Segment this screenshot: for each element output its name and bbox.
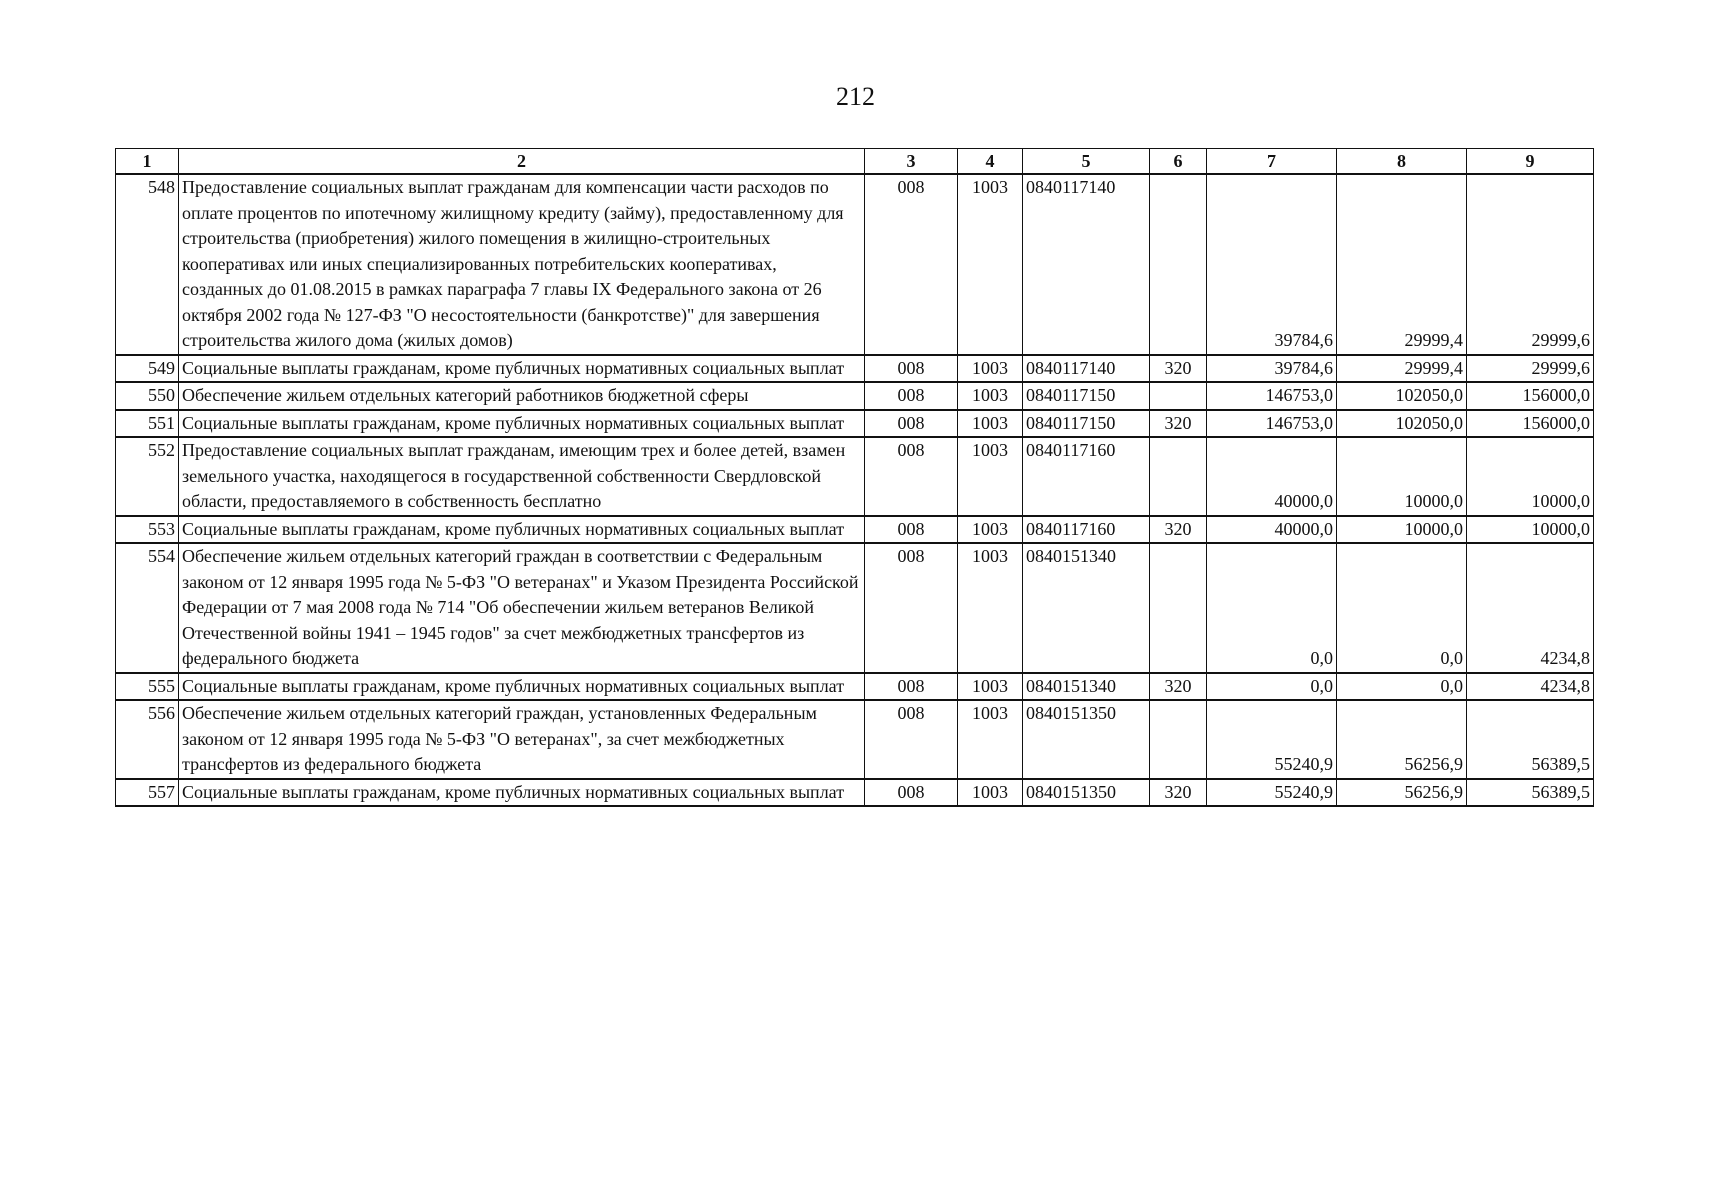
row-amount-year-2: 102050,0 [1337,410,1467,438]
row-name: Предоставление социальных выплат гражданам для компенсации части расходов по оплате процентов по ипотечному жилищному кредиту (займу), предоставленному для строительства (приобретения) жилого помещения в жилищно-строительных кооперативах или иных специализированных потребительских кооперативах, созданных до 01.08.2015 в рамках параграфа 7 главы IX Федерального закона от 26 октября 2002 года № 127-ФЗ "О несостоятельности (банкротстве)" для завершения строительства жилого дома (жилых домов) [179,174,865,355]
row-admin-code: 008 [865,516,958,544]
row-section-code: 1003 [958,174,1023,355]
header-cell: 3 [865,149,958,175]
row-admin-code: 008 [865,355,958,383]
row-amount-year-2: 29999,4 [1337,174,1467,355]
table-row [116,779,1594,807]
table-row [116,516,1594,544]
row-amount-year-3: 4234,8 [1467,543,1594,673]
row-amount-year-1: 0,0 [1207,673,1337,701]
row-name: Предоставление социальных выплат гражданам, имеющим трех и более детей, взамен земельного участка, находящегося в государственной собственности Свердловской области, предоставляемого в собственность бесплатно [179,437,865,516]
header-cell: 6 [1150,149,1207,175]
row-target-article: 0840151340 [1023,673,1150,701]
row-expense-type: 320 [1150,355,1207,383]
row-number: 556 [116,700,179,779]
table-row [116,437,1594,516]
table-body [116,174,1594,806]
row-admin-code: 008 [865,410,958,438]
row-amount-year-3: 29999,6 [1467,174,1594,355]
row-target-article: 0840117160 [1023,516,1150,544]
row-amount-year-1: 146753,0 [1207,410,1337,438]
row-amount-year-1: 40000,0 [1207,516,1337,544]
table-row [116,382,1594,410]
row-number: 552 [116,437,179,516]
row-number: 550 [116,382,179,410]
budget-table [115,148,1594,807]
row-target-article: 0840117150 [1023,382,1150,410]
row-number: 548 [116,174,179,355]
row-section-code: 1003 [958,543,1023,673]
row-amount-year-2: 102050,0 [1337,382,1467,410]
table-header-row [116,149,1594,175]
row-number: 553 [116,516,179,544]
row-name: Социальные выплаты гражданам, кроме публичных нормативных социальных выплат [179,673,865,701]
row-amount-year-3: 56389,5 [1467,779,1594,807]
row-amount-year-2: 10000,0 [1337,516,1467,544]
row-amount-year-2: 56256,9 [1337,700,1467,779]
row-number: 555 [116,673,179,701]
row-amount-year-1: 55240,9 [1207,700,1337,779]
row-amount-year-3: 29999,6 [1467,355,1594,383]
table-row [116,355,1594,383]
row-admin-code: 008 [865,779,958,807]
row-expense-type [1150,543,1207,673]
row-expense-type [1150,700,1207,779]
header-cell: 1 [116,149,179,175]
row-admin-code: 008 [865,382,958,410]
row-amount-year-3: 10000,0 [1467,437,1594,516]
row-amount-year-1: 55240,9 [1207,779,1337,807]
row-name: Социальные выплаты гражданам, кроме публичных нормативных социальных выплат [179,355,865,383]
row-number: 549 [116,355,179,383]
row-amount-year-1: 39784,6 [1207,355,1337,383]
row-target-article: 0840151350 [1023,779,1150,807]
row-admin-code: 008 [865,543,958,673]
row-target-article: 0840117160 [1023,437,1150,516]
header-cell: 8 [1337,149,1467,175]
row-name: Обеспечение жильем отдельных категорий работников бюджетной сферы [179,382,865,410]
row-section-code: 1003 [958,516,1023,544]
row-target-article: 0840151350 [1023,700,1150,779]
row-section-code: 1003 [958,382,1023,410]
header-cell: 4 [958,149,1023,175]
row-target-article: 0840151340 [1023,543,1150,673]
row-section-code: 1003 [958,779,1023,807]
row-amount-year-3: 4234,8 [1467,673,1594,701]
row-amount-year-2: 0,0 [1337,673,1467,701]
row-section-code: 1003 [958,437,1023,516]
row-amount-year-2: 56256,9 [1337,779,1467,807]
table-row [116,410,1594,438]
row-target-article: 0840117150 [1023,410,1150,438]
row-name: Обеспечение жильем отдельных категорий граждан, установленных Федеральным законом от 12 января 1995 года № 5-ФЗ "О ветеранах", за счет межбюджетных трансфертов из федерального бюджета [179,700,865,779]
row-amount-year-1: 0,0 [1207,543,1337,673]
row-amount-year-2: 29999,4 [1337,355,1467,383]
row-expense-type: 320 [1150,410,1207,438]
row-expense-type [1150,382,1207,410]
row-target-article: 0840117140 [1023,174,1150,355]
row-name: Социальные выплаты гражданам, кроме публичных нормативных социальных выплат [179,516,865,544]
header-cell: 5 [1023,149,1150,175]
row-admin-code: 008 [865,673,958,701]
row-name: Обеспечение жильем отдельных категорий граждан в соответствии с Федеральным законом от 12 января 1995 года № 5-ФЗ "О ветеранах" и Указом Президента Российской Федерации от 7 мая 2008 года № 714 "Об обеспечении жильем ветеранов Великой Отечественной войны 1941 – 1945 годов" за счет межбюджетных трансфертов из федерального бюджета [179,543,865,673]
row-amount-year-3: 56389,5 [1467,700,1594,779]
row-number: 551 [116,410,179,438]
row-section-code: 1003 [958,410,1023,438]
row-amount-year-1: 39784,6 [1207,174,1337,355]
row-number: 554 [116,543,179,673]
table-row [116,673,1594,701]
row-section-code: 1003 [958,673,1023,701]
page-number: 212 [836,82,875,111]
table-row [116,543,1594,673]
row-expense-type: 320 [1150,516,1207,544]
row-amount-year-2: 0,0 [1337,543,1467,673]
header-cell: 2 [179,149,865,175]
row-amount-year-2: 10000,0 [1337,437,1467,516]
row-expense-type [1150,174,1207,355]
row-admin-code: 008 [865,700,958,779]
header-cell: 9 [1467,149,1594,175]
row-name: Социальные выплаты гражданам, кроме публичных нормативных социальных выплат [179,779,865,807]
row-section-code: 1003 [958,700,1023,779]
row-amount-year-3: 10000,0 [1467,516,1594,544]
row-amount-year-3: 156000,0 [1467,410,1594,438]
row-target-article: 0840117140 [1023,355,1150,383]
row-name: Социальные выплаты гражданам, кроме публичных нормативных социальных выплат [179,410,865,438]
row-amount-year-1: 40000,0 [1207,437,1337,516]
row-expense-type [1150,437,1207,516]
row-expense-type: 320 [1150,779,1207,807]
row-expense-type: 320 [1150,673,1207,701]
row-admin-code: 008 [865,437,958,516]
row-amount-year-3: 156000,0 [1467,382,1594,410]
row-admin-code: 008 [865,174,958,355]
row-section-code: 1003 [958,355,1023,383]
row-number: 557 [116,779,179,807]
table-row [116,700,1594,779]
table-row [116,174,1594,355]
row-amount-year-1: 146753,0 [1207,382,1337,410]
header-cell: 7 [1207,149,1337,175]
